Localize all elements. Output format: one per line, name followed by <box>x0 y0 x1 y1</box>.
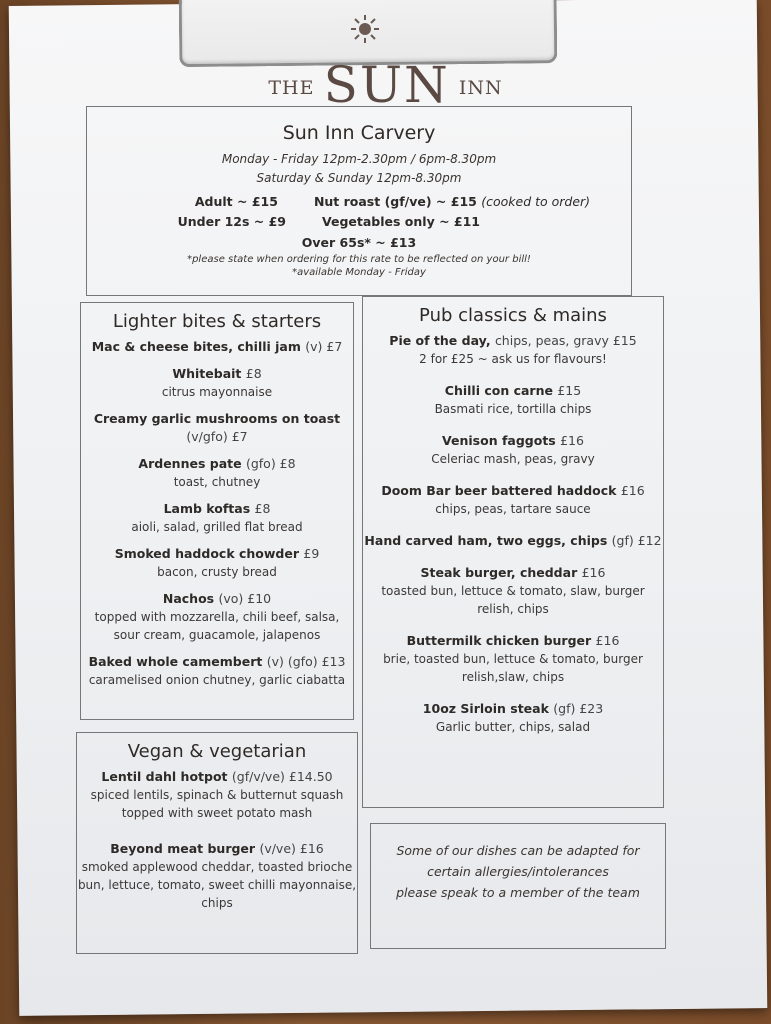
menu-item <box>363 564 663 618</box>
menu-item-name: Ardennes pate <box>138 456 242 471</box>
menu-item <box>81 365 353 401</box>
allergy-line-1: Some of our dishes can be adapted for <box>396 843 640 858</box>
lighter-bites-title: Lighter bites & starters <box>112 311 322 332</box>
menu-item <box>81 455 353 491</box>
menu-item <box>81 500 353 536</box>
menu-item-price: (v/gfo) £7 <box>186 429 248 444</box>
menu-item-title <box>363 482 663 500</box>
menu-item-name: Creamy garlic mushrooms on toast <box>93 411 341 426</box>
carvery-nut-roast-note: (cooked to order) <box>481 194 591 209</box>
menu-item-name: 10oz Sirloin steak <box>422 701 549 716</box>
menu-item-description: spiced lentils, spinach & butternut squash topped with sweet potato mash <box>90 788 344 820</box>
menu-item-price: £9 <box>303 546 320 561</box>
menu-item-title <box>81 365 353 383</box>
menu-item <box>81 653 353 689</box>
carvery-veg-only-price: Vegetables only ~ £11 <box>322 214 480 229</box>
menu-item <box>81 590 353 644</box>
menu-item-price: £8 <box>254 501 271 516</box>
menu-item-description: 2 for £25 ~ ask us for flavours! <box>419 352 607 366</box>
menu-item-price: £16 <box>560 433 584 448</box>
menu-item <box>363 382 663 418</box>
menu-item-title <box>363 564 663 582</box>
menu-item-price: £16 <box>581 565 606 580</box>
menu-item <box>363 482 663 518</box>
logo-the: THE <box>268 77 315 99</box>
menu-item-title <box>77 840 357 858</box>
menu-item-description: aioli, salad, grilled flat bread <box>131 520 303 534</box>
carvery-note-availability: *available Monday - Friday <box>292 267 426 278</box>
logo-sun: SUN <box>323 56 450 114</box>
logo-inn: INN <box>458 77 503 99</box>
vegan-box <box>76 732 358 954</box>
menu-item-price: £15 <box>557 383 582 398</box>
allergy-line-3: please speak to a member of the team <box>396 885 640 900</box>
menu-item-name: Whitebait <box>172 366 242 381</box>
menu-item-price: (gf/v/ve) £14.50 <box>231 769 333 784</box>
menu-item <box>77 768 357 822</box>
menu-item-price: (v) (gfo) £13 <box>266 654 346 669</box>
menu-item-title <box>81 410 353 446</box>
menu-item <box>363 332 663 368</box>
menu-item-name: Chilli con carne <box>444 383 553 398</box>
menu-item-description: chips, peas, tartare sauce <box>435 502 591 516</box>
menu-item-name: Nachos <box>162 591 215 606</box>
menu-item-name: Lamb koftas <box>163 501 251 516</box>
menu-item-name: Baked whole camembert <box>88 654 263 669</box>
menu-item-price: (vo) £10 <box>218 591 272 606</box>
menu-item-title <box>81 455 353 473</box>
menu-item-description: Garlic butter, chips, salad <box>435 720 591 734</box>
carvery-title: Sun Inn Carvery <box>282 122 436 144</box>
menu-item-title <box>81 500 353 518</box>
menu-item-name: Smoked haddock chowder <box>114 546 300 561</box>
menu-item <box>363 632 663 686</box>
menu-item-title <box>363 532 663 550</box>
menu-item-title <box>77 768 357 786</box>
menu-item-title <box>81 653 353 671</box>
menu-item-title <box>363 382 663 400</box>
menu-item-description: smoked applewood cheddar, toasted brioche bun, lettuce, tomato, sweet chilli mayonnaise, chips <box>77 860 357 910</box>
menu-item-description: toasted bun, lettuce & tomato, slaw, burger relish, chips <box>381 584 645 616</box>
menu-item-price: (v/ve) £16 <box>259 841 324 856</box>
menu-item-name: Steak burger, cheddar <box>420 565 578 580</box>
menu-item <box>81 545 353 581</box>
menu-item-description: topped with mozzarella, chili beef, salsa, sour cream, guacamole, jalapenos <box>94 610 340 642</box>
menu-item-title <box>81 545 353 563</box>
menu-item-name: Mac & cheese bites, chilli jam <box>91 339 301 354</box>
menu-item-price: (gfo) £8 <box>245 456 296 471</box>
menu-item <box>363 532 663 550</box>
menu-item-name: Pie of the day, <box>389 333 491 348</box>
menu-item <box>77 840 357 912</box>
menu-item-name: Hand carved ham, two eggs, chips <box>364 533 608 548</box>
vegan-title: Vegan & vegetarian <box>127 741 307 762</box>
menu-item-description: citrus mayonnaise <box>161 385 273 399</box>
carvery-nut-roast-price: Nut roast (gf/ve) ~ £15 <box>313 194 477 209</box>
pub-classics-title: Pub classics & mains <box>419 305 607 326</box>
menu-item <box>81 410 353 446</box>
menu-item <box>363 700 663 736</box>
lighter-bites-box <box>80 302 354 720</box>
carvery-adult-price: Adult ~ £15 <box>194 194 278 209</box>
menu-item-description: toast, chutney <box>173 475 261 489</box>
carvery-hours-weekday: Monday - Friday 12pm-2.30pm / 6pm-8.30pm <box>221 152 497 166</box>
menu-item-name: Lentil dahl hotpot <box>101 769 228 784</box>
menu-item-description: brie, toasted bun, lettuce & tomato, burger relish,slaw, chips <box>383 652 643 684</box>
menu-item-description: caramelised onion chutney, garlic ciabatta <box>88 673 346 687</box>
carvery-under12-price: Under 12s ~ £9 <box>177 214 286 229</box>
menu-item-title <box>363 332 663 350</box>
menu-item-name: Beyond meat burger <box>110 841 256 856</box>
carvery-over65-price: Over 65s* ~ £13 <box>301 235 417 250</box>
menu-item-name: Buttermilk chicken burger <box>406 633 592 648</box>
carvery-hours-weekend: Saturday & Sunday 12pm-8.30pm <box>256 171 462 185</box>
pub-classics-box <box>362 296 664 808</box>
menu-item-title <box>363 432 663 450</box>
menu-item-description: Celeriac mash, peas, gravy <box>431 452 595 466</box>
menu-item-description: bacon, crusty bread <box>157 565 277 579</box>
menu-item-price: chips, peas, gravy £15 <box>494 333 637 348</box>
menu-item <box>81 338 353 356</box>
menu-item-price: (gf) £23 <box>553 701 604 716</box>
menu-item <box>363 432 663 468</box>
menu-item-description: Basmati rice, tortilla chips <box>434 402 592 416</box>
menu-item-title <box>363 632 663 650</box>
menu-item-price: (gf) £12 <box>611 533 662 548</box>
carvery-box <box>86 106 632 296</box>
menu-item-title <box>81 590 353 608</box>
menu-item-price: (v) £7 <box>305 339 343 354</box>
menu-item-name: Venison faggots <box>442 433 556 448</box>
carvery-note-rate: *please state when ordering for this rate to be reflected on your bill! <box>187 254 531 265</box>
menu-item-price: £16 <box>620 483 645 498</box>
allergy-line-2: certain allergies/intolerances <box>427 864 609 879</box>
menu-item-title <box>81 338 353 356</box>
menu-item-price: £16 <box>595 633 620 648</box>
menu-item-title <box>363 700 663 718</box>
sun-icon <box>350 14 380 44</box>
menu-item-name: Doom Bar beer battered haddock <box>381 483 617 498</box>
allergy-notice-box <box>370 823 666 949</box>
menu-item-price: £8 <box>245 366 262 381</box>
